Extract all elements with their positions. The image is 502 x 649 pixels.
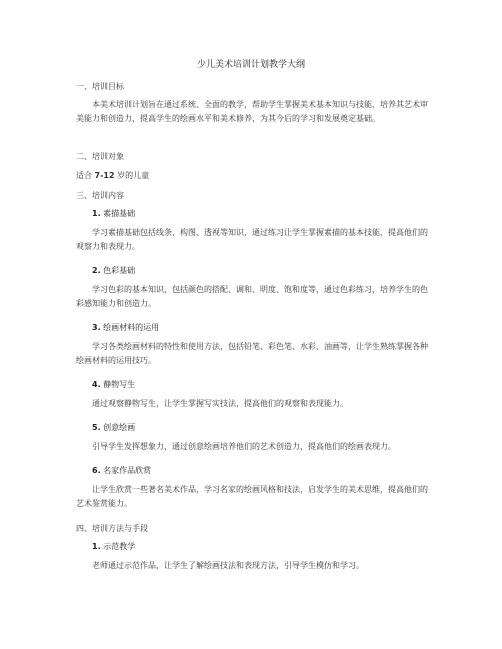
content-item-text: 引导学生发挥想象力，通过创意绘画培养他们的艺术创造力，提高他们的绘画表现力。 [92, 442, 396, 451]
item-title: 名家作品欣赏 [103, 466, 152, 475]
item-title: 素描基础 [103, 209, 136, 218]
item-title: 示范教学 [103, 542, 136, 551]
method-item-title [92, 540, 430, 554]
item-number: 1. [92, 542, 101, 551]
document-title: 少儿美术培训计划教学大纲 [196, 60, 305, 70]
item-title: 绘画材料的运用 [103, 323, 160, 332]
content-item-text: 学习色彩的基本知识，包括颜色的搭配、调和、明度、饱和度等，通过色彩练习，培养学生的色彩感知能力和创造力。 [76, 285, 428, 308]
content-item-title [92, 321, 430, 335]
item-number: 2. [92, 266, 101, 275]
content-item-title [92, 207, 430, 221]
content-item-text: 让学生欣赏一些著名美术作品，学习名家的绘画风格和技法，启发学生的美术思维，提高他们的艺术鉴赏能力。 [76, 485, 428, 508]
item-number: 6. [92, 466, 101, 475]
section-heading-content: 三、培训内容 [76, 191, 124, 200]
section-heading-methods: 四、培训方法与手段 [76, 524, 148, 533]
item-number: 5. [92, 423, 101, 432]
audience-text [76, 169, 430, 183]
content-item-title [92, 464, 430, 478]
item-number: 3. [92, 323, 101, 332]
item-title: 色彩基础 [103, 266, 136, 275]
audience-suffix: 岁的儿童 [114, 171, 150, 180]
content-item-text: 通过观察静物写生，让学生掌握写实技法，提高他们的观察和表现能力。 [92, 399, 348, 408]
item-title: 创意绘画 [103, 423, 136, 432]
section-heading-audience: 二、培训对象 [76, 152, 124, 161]
section-text-goals: 本美术培训计划旨在通过系统、全面的教学，帮助学生掌握美术基本知识与技能，培养其艺术审美能力和创造力，提高学生的绘画水平和美术修养，为其今后的学习和发展奠定基础。 [76, 100, 428, 123]
method-item-text: 老师通过示范作品，让学生了解绘画技法和表现方法，引导学生模仿和学习。 [92, 561, 364, 570]
content-item-title [92, 378, 430, 392]
content-item-title [92, 421, 430, 435]
content-item-text: 学习素描基础包括线条、构图、透视等知识，通过练习让学生掌握素描的基本技能，提高他们的观察力和表现力。 [76, 228, 428, 251]
audience-prefix: 适合 [76, 171, 95, 180]
item-number: 1. [92, 209, 101, 218]
audience-age-range: 7-12 [94, 171, 115, 180]
item-number: 4. [92, 380, 101, 389]
section-heading-goals: 一、培训目标 [76, 82, 124, 91]
content-item-text: 学习各类绘画材料的特性和使用方法，包括铅笔、彩色笔、水彩、油画等，让学生熟练掌握各种绘画材料的运用技巧。 [76, 342, 428, 365]
item-title: 静物写生 [103, 380, 136, 389]
content-item-title [92, 264, 430, 278]
